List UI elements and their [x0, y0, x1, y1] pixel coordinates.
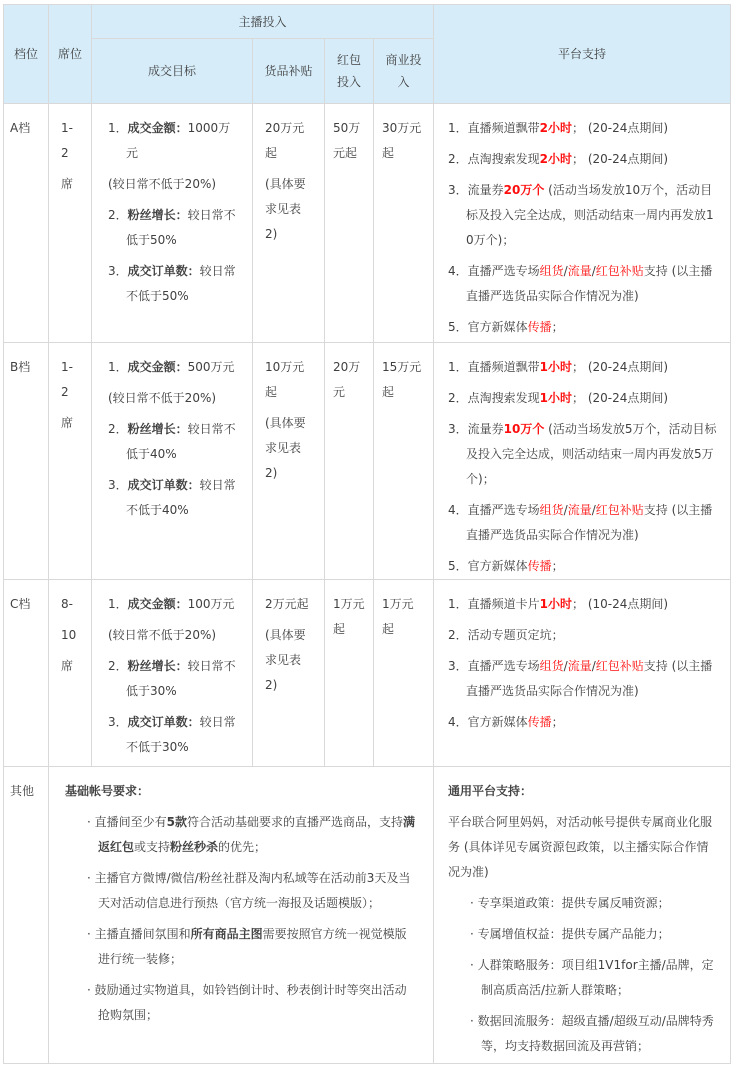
tier-a-commercial: 30万元起 — [374, 104, 434, 343]
tier-a-platform-support: 1．直播频道飘带2小时； (20-24点期间) 2．点淘搜索发现2小时； (20-24点期间) 3．流量券20万个 (活动当场发放10万个，活动目标及投入完全达成，则活动结束一周内再发放10万个)； 4．直播严选专场组货/流量/红包补贴支持 (以主播直播严选货品实际合作情况为准) 5．官方新媒体传播； — [434, 104, 731, 343]
header-anchor-investment: 主播投入 — [92, 5, 434, 39]
tier-c-targets: 1．成交金额：100万元 (较日常不低于20%) 2．粉丝增长：较日常不低于30% 3．成交订单数：较日常不低于30% — [92, 580, 253, 767]
tier-c-goods-subsidy: 2万元起 (具体要求见表2) — [253, 580, 325, 767]
header-platform-support: 平台支持 — [434, 5, 731, 104]
table-row-tier-b — [4, 343, 731, 580]
tier-a-label: A档 — [4, 104, 49, 343]
tier-b-redpacket: 20万元 — [325, 343, 374, 580]
table-row-other — [4, 767, 731, 1064]
tier-a-seats: 1-2 席 — [49, 104, 92, 343]
tier-a-targets: 1．成交金额：1000万元 (较日常不低于20%) 2．粉丝增长：较日常不低于50% 3．成交订单数：较日常不低于50% — [92, 104, 253, 343]
tier-c-commercial: 1万元起 — [374, 580, 434, 767]
header-tier: 档位 — [4, 5, 49, 104]
header-transaction-target: 成交目标 — [92, 39, 253, 104]
tier-b-goods-subsidy: 10万元起 (具体要求见表2) — [253, 343, 325, 580]
other-general-platform-support: 通用平台支持： 平台联合阿里妈妈，对活动帐号提供专属商业化服务 (具体详见专属资源包政策，以主播实际合作情况为准) · 专享渠道政策：提供专属反哺资源； · 专属增值权益：提供专属产品能力； · 人群策略服务：项目组1V1for主播/品牌，定制高质高活/拉新人群策略； · 数据回流服务：超级直播/超级互动/品牌特秀等，均支持数据回流及再营销； — [434, 767, 731, 1064]
tier-c-seats: 8- 10 席 — [49, 580, 92, 767]
tier-a-goods-subsidy: 20万元起 (具体要求见表2) — [253, 104, 325, 343]
other-label: 其他 — [4, 767, 49, 1064]
tier-c-label: C档 — [4, 580, 49, 767]
tier-b-commercial: 15万元起 — [374, 343, 434, 580]
tier-a-redpacket: 50万元起 — [325, 104, 374, 343]
table-row-tier-c — [4, 580, 731, 767]
tier-b-label: B档 — [4, 343, 49, 580]
tier-c-platform-support: 1．直播频道卡片1小时； (10-24点期间) 2．活动专题页定坑； 3．直播严选专场组货/流量/红包补贴支持 (以主播直播严选货品实际合作情况为准) 4．官方新媒体传播； — [434, 580, 731, 767]
tier-benefits-table — [3, 4, 731, 1064]
table-row-tier-a — [4, 104, 731, 343]
header-commercial-investment: 商业投入 — [374, 39, 434, 104]
tier-b-seats: 1-2 席 — [49, 343, 92, 580]
header-redpacket-investment: 红包投入 — [325, 39, 374, 104]
other-basic-account-requirements: 基础帐号要求： · 直播间至少有5款符合活动基础要求的直播严选商品，支持满返红包或支持粉丝秒杀的优先； · 主播官方微博/微信/粉丝社群及淘内私域等在活动前3天及当天对活动信息进行预热（官方统一海报及话题模版）； · 主播直播间氛围和所有商品主图需要按照官方统一视觉模版进行统一装修； · 鼓励通过实物道具，如铃铛倒计时、秒表倒计时等突出活动抢购氛围； — [49, 767, 434, 1064]
header-seat: 席位 — [49, 5, 92, 104]
header-goods-subsidy: 货品补贴 — [253, 39, 325, 104]
tier-c-redpacket: 1万元起 — [325, 580, 374, 767]
tier-b-platform-support: 1．直播频道飘带1小时； (20-24点期间) 2．点淘搜索发现1小时； (20-24点期间) 3．流量券10万个 (活动当场发放5万个，活动目标及投入完全达成，则活动结束一周内再发放5万个)； 4．直播严选专场组货/流量/红包补贴支持 (以主播直播严选货品实际合作情况为准) 5．官方新媒体传播； — [434, 343, 731, 580]
tier-b-targets: 1．成交金额：500万元 (较日常不低于20%) 2．粉丝增长：较日常不低于40% 3．成交订单数：较日常不低于40% — [92, 343, 253, 580]
